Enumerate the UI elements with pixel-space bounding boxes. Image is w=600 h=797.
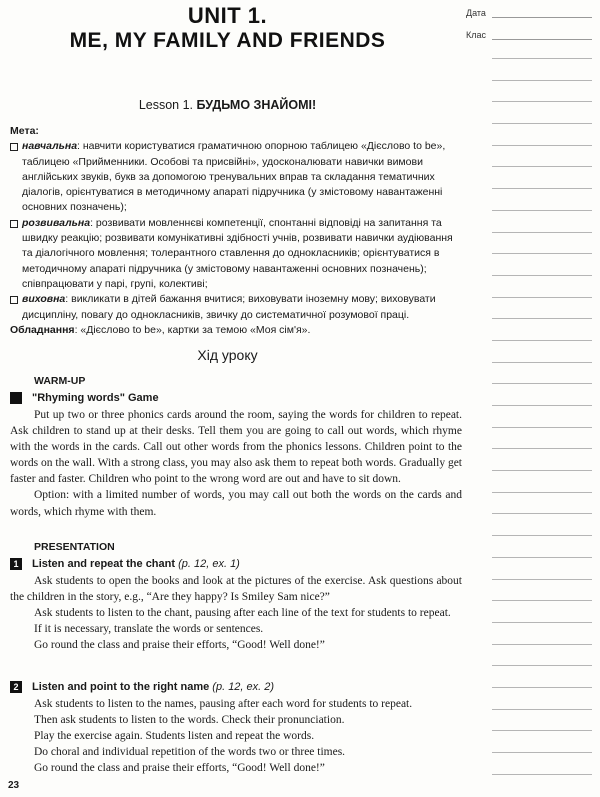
paragraph: Go round the class and praise their efforts, “Good! Well done!” xyxy=(34,762,325,775)
black-square-icon xyxy=(10,392,22,404)
lesson-heading xyxy=(0,98,455,112)
equipment-line xyxy=(10,323,460,338)
checkbox-bullet-icon xyxy=(10,296,18,304)
date-line xyxy=(492,17,592,18)
equipment-text: : «Дієслово to be», картки за темою «Моя сім'я». xyxy=(74,323,311,336)
exercise-title: Listen and point to the right name xyxy=(32,681,210,693)
paragraph: Do choral and individual repetition of the words two or three times. xyxy=(34,746,346,759)
exercise-1-text xyxy=(10,573,462,653)
exercise-ref: (p. 12, ex. 1) xyxy=(178,558,240,570)
paragraph: Go round the class and praise their efforts, “Good! Well done!” xyxy=(34,639,325,652)
goals-heading: Мета: xyxy=(10,125,39,137)
paragraph: Then ask students to listen to the words. Check their pronunciation. xyxy=(34,714,345,727)
goal-label: навчальна xyxy=(22,140,78,153)
exercise-1-heading xyxy=(10,558,240,570)
lesson-title: БУДЬМО ЗНАЙОМІ! xyxy=(196,98,317,112)
date-label: Дата xyxy=(466,8,486,18)
goal-label: виховна xyxy=(22,293,66,306)
checkbox-bullet-icon xyxy=(10,143,18,151)
game-heading xyxy=(10,392,159,404)
lesson-prefix: Lesson 1. xyxy=(138,98,197,112)
exercise-ref: (p. 12, ex. 2) xyxy=(212,681,275,693)
unit-title: ME, MY FAMILY AND FRIENDS xyxy=(69,29,386,52)
paragraph: Ask students to listen to the names, pausing after each word for students to repeat. xyxy=(34,698,413,710)
goal-item xyxy=(10,216,460,292)
warmup-text xyxy=(10,407,462,520)
exercise-2-heading xyxy=(10,681,274,693)
goal-item xyxy=(10,292,460,323)
paragraph: Ask students to listen to the chant, pausing after each line of the text for students to repeat. xyxy=(34,607,451,620)
unit-number: UNIT 1. xyxy=(187,3,268,28)
paragraph: Ask students to open the books and look at the pictures of the exercise. Ask questions about the children in the story, e.g., “Are they happy? Is Smiley Sam nice?” xyxy=(10,575,462,604)
equipment-label: Обладнання xyxy=(10,323,75,336)
paragraph: If it is necessary, translate the words or sentences. xyxy=(34,623,264,636)
goal-item xyxy=(10,139,460,215)
exercise-number-badge: 1 xyxy=(10,558,22,570)
goal-text: : розвивати мовленнєві компетенції, спонтанні відповіді на запитання та швидку реакцію; розвивати комунікативні здібності учнів, розвивати навички аудіювання та діалогічного мовлення; толерантного ставлення до однокласників; орієнтуватися в методичному апараті підручника (у змістовому навантаженні основних позначень); співпрацювати у парі, групі, колективі; xyxy=(22,216,453,290)
goal-text: : викликати в дітей бажання вчитися; виховувати іноземну мову; виховувати дисципліну, повагу до однокласників, звичку до систематичної розумової праці. xyxy=(22,293,436,321)
paragraph: Play the exercise again. Students listen and repeat the words. xyxy=(34,730,315,743)
exercise-2-text xyxy=(10,696,462,776)
exercise-number-badge: 2 xyxy=(10,681,22,693)
goal-text: : навчити користуватися граматичною опорною таблицею «Дієслово to be», таблицею «Прийменники. Особові та присвійні», удосконалювати навички вимови англійських звуків, букв за допомогою тренувальних вправ та складання тематичних діалогів, орієнтуватися в методичному апараті підручника (у змістовому навантаженні основних позначень); xyxy=(22,140,446,214)
paragraph: Option: with a limited number of words, you may call out both the words on the cards and words, which rhyme with them. xyxy=(10,489,462,518)
class-line xyxy=(492,39,592,40)
checkbox-bullet-icon xyxy=(10,220,18,228)
class-label: Клас xyxy=(466,30,486,40)
exercise-title: Listen and repeat the chant xyxy=(32,558,176,570)
warmup-heading: WARM-UP xyxy=(34,375,86,387)
game-title: "Rhyming words" Game xyxy=(32,392,159,404)
margin-note-lines xyxy=(492,58,592,795)
goal-label: розвивальна xyxy=(22,216,91,229)
lesson-progress-heading: Хід уроку xyxy=(197,347,258,363)
page-number: 23 xyxy=(8,780,20,791)
presentation-heading: PRESENTATION xyxy=(34,541,115,553)
paragraph: Put up two or three phonics cards around the room, saying the words for children to repeat. Ask children to stand up at their desks. Tell them you are going to call out words, which rhyme with the words in the cards. Call out other words from the phonics lessons. Children point to the words on the wall. With a strong class, you may also ask them to repeat both words. Gradually get faster and faster. Children who point to the wrong word are out and have to sit down. xyxy=(10,409,462,486)
lesson-goals xyxy=(10,124,460,338)
